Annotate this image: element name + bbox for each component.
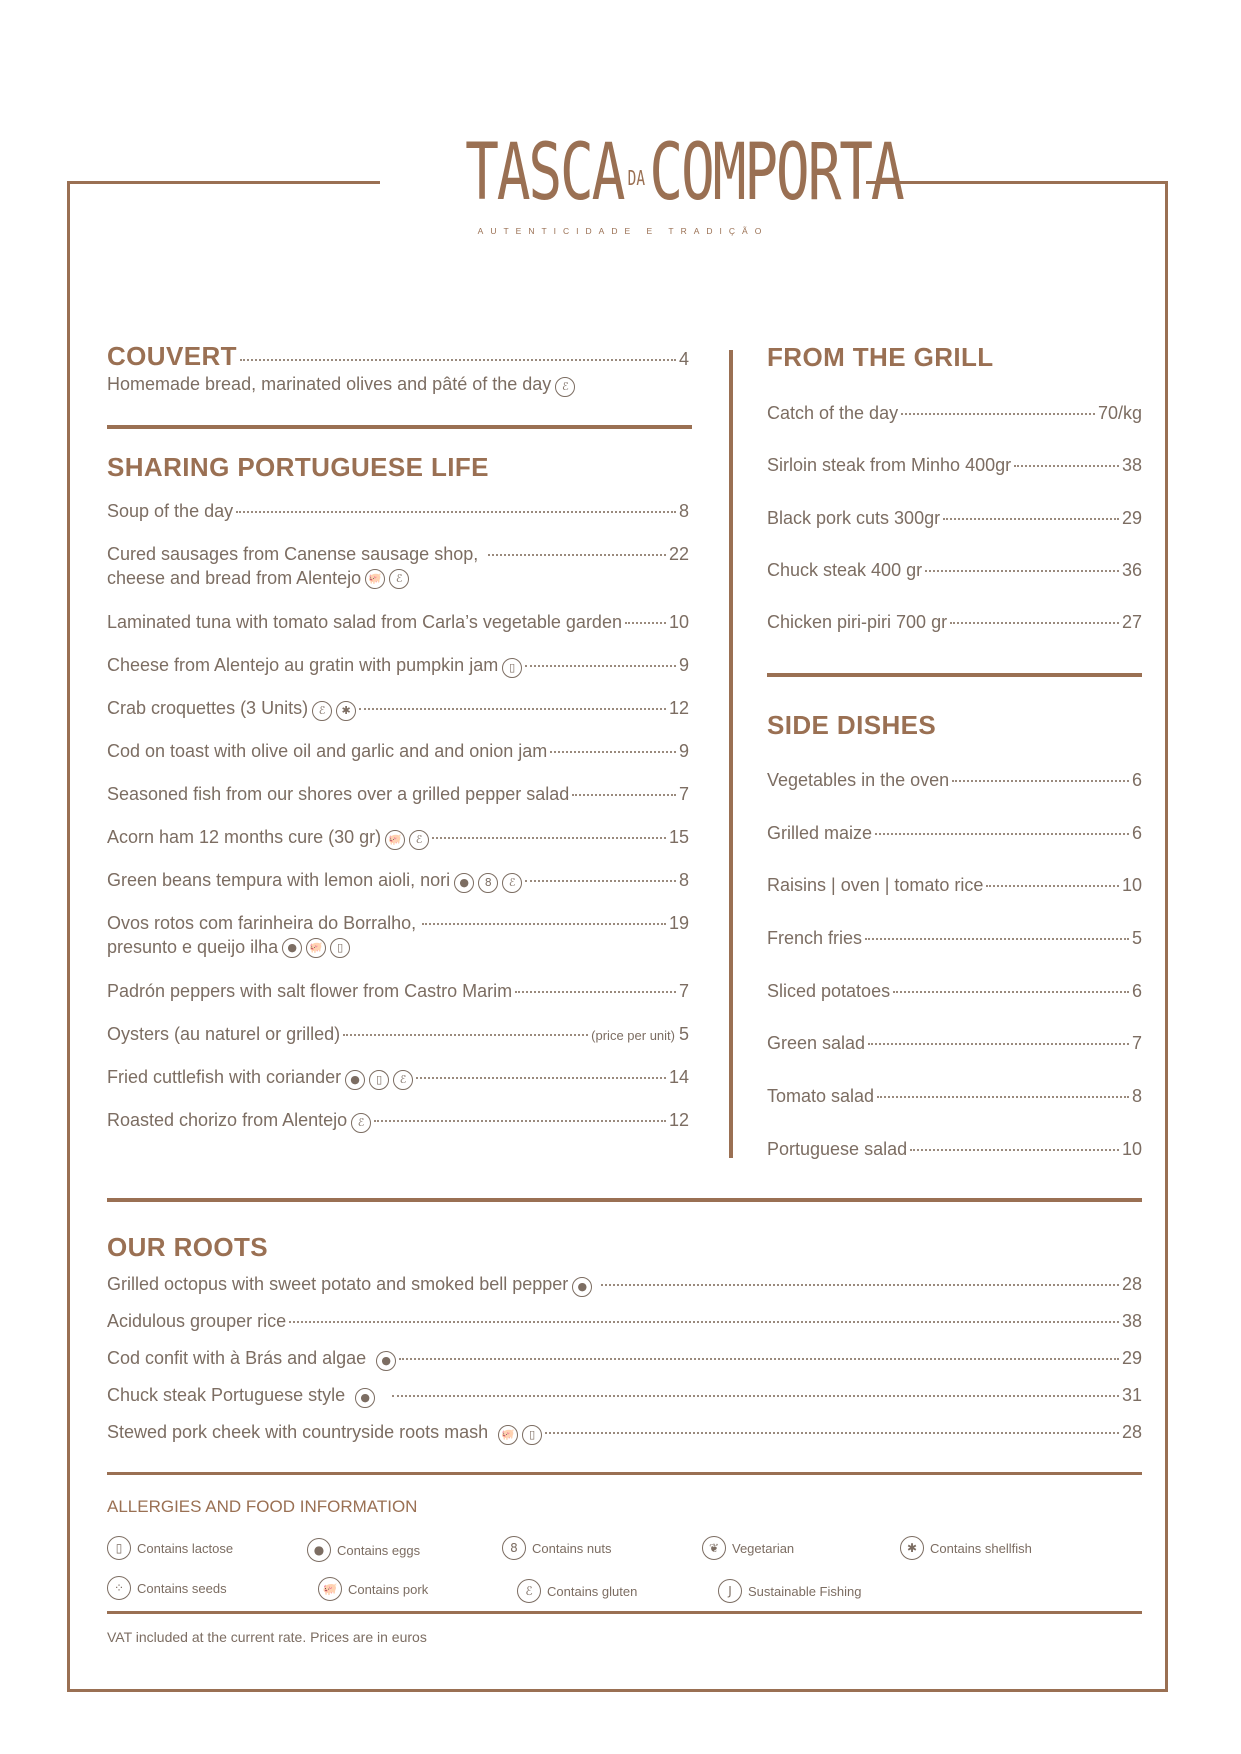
dot-leader bbox=[952, 780, 1129, 782]
item-price: 19 bbox=[668, 913, 689, 933]
item-price: 28 bbox=[1121, 1422, 1142, 1442]
dot-leader bbox=[1014, 465, 1119, 467]
item-name: Soup of the day bbox=[107, 501, 234, 521]
sides-title: SIDE DISHES bbox=[767, 710, 937, 740]
menu-item bbox=[107, 826, 689, 850]
item-name: Grilled octopus with sweet potato and smoked bell pepper bbox=[107, 1274, 569, 1294]
item-name: Sliced potatoes bbox=[767, 981, 891, 1001]
item-name: Fried cuttlefish with coriander bbox=[107, 1067, 342, 1087]
lactose-icon: ▯ bbox=[107, 1536, 131, 1560]
brand-tagline: AUTENTICIDADE E TRADIÇÃO bbox=[477, 226, 769, 236]
menu-item bbox=[107, 1273, 1142, 1297]
lactose-icon: ▯ bbox=[502, 658, 522, 678]
item-name: Green salad bbox=[767, 1033, 866, 1053]
legend-label: Contains pork bbox=[348, 1581, 429, 1597]
roots-title: OUR ROOTS bbox=[107, 1232, 269, 1262]
gluten-icon: ℰ bbox=[502, 873, 522, 893]
gluten-icon: ℰ bbox=[517, 1579, 541, 1603]
item-note: (price per unit) bbox=[591, 1028, 675, 1043]
menu-item bbox=[767, 1085, 1142, 1108]
pork-icon: 🐖 bbox=[498, 1425, 518, 1445]
lactose-icon: ▯ bbox=[369, 1070, 389, 1090]
menu-item bbox=[107, 1066, 689, 1090]
dot-leader bbox=[950, 622, 1119, 624]
menu-item bbox=[107, 1310, 1142, 1333]
item-name: Raisins | oven | tomato rice bbox=[767, 875, 984, 895]
item-name: Black pork cuts 300gr bbox=[767, 508, 941, 528]
eggs-icon: ● bbox=[355, 1388, 375, 1408]
item-name: Padrón peppers with salt flower from Castro Marim bbox=[107, 981, 513, 1001]
item-name: Grilled maize bbox=[767, 823, 873, 843]
dot-leader bbox=[877, 1096, 1129, 1098]
lactose-icon: ▯ bbox=[522, 1425, 542, 1445]
menu-item bbox=[767, 769, 1142, 792]
item-price: 8 bbox=[1131, 1086, 1142, 1106]
legend-item bbox=[517, 1579, 637, 1603]
item-price: 10 bbox=[1121, 1139, 1142, 1159]
dot-leader bbox=[893, 991, 1129, 993]
legend-item bbox=[502, 1536, 612, 1560]
menu-item bbox=[767, 559, 1142, 582]
menu-item bbox=[107, 783, 689, 806]
menu-item bbox=[767, 927, 1142, 950]
vegetarian-icon: ❦ bbox=[702, 1536, 726, 1560]
item-price: 6 bbox=[1131, 770, 1142, 790]
item-name: Chicken piri-piri 700 gr bbox=[767, 612, 948, 632]
dot-leader bbox=[875, 833, 1129, 835]
gluten-icon: ℰ bbox=[351, 1113, 371, 1133]
couvert-price: 4 bbox=[678, 349, 689, 369]
dot-leader bbox=[550, 751, 676, 753]
legend-item bbox=[900, 1536, 1032, 1560]
dot-leader bbox=[865, 938, 1129, 940]
eggs-icon: ● bbox=[376, 1351, 396, 1371]
brand-logo bbox=[380, 120, 903, 270]
column-divider bbox=[729, 350, 733, 1158]
item-price: 29 bbox=[1121, 1348, 1142, 1368]
sustainable-fishing-icon: J bbox=[718, 1579, 742, 1603]
menu-item bbox=[767, 1032, 1142, 1055]
legend-item bbox=[702, 1536, 794, 1560]
item-price: 8 bbox=[678, 501, 689, 521]
dot-leader bbox=[545, 1432, 1119, 1434]
legend-label: Contains shellfish bbox=[930, 1540, 1032, 1556]
item-price: 22 bbox=[668, 544, 689, 564]
seeds-icon: ⁘ bbox=[107, 1576, 131, 1600]
item-name-line2: cheese and bread from Alentejo bbox=[107, 568, 362, 588]
legend-label: Contains seeds bbox=[137, 1580, 227, 1596]
menu-item bbox=[107, 1421, 1142, 1445]
item-price: 7 bbox=[1131, 1033, 1142, 1053]
item-name: Green beans tempura with lemon aioli, nori bbox=[107, 870, 451, 890]
dot-leader bbox=[625, 622, 666, 624]
item-price: 70/kg bbox=[1097, 403, 1142, 423]
item-price: 14 bbox=[668, 1067, 689, 1087]
item-price: 38 bbox=[1121, 455, 1142, 475]
item-name: Cured sausages from Canense sausage shop, bbox=[107, 544, 479, 564]
eggs-icon: ● bbox=[454, 873, 474, 893]
eggs-icon: ● bbox=[572, 1277, 592, 1297]
divider bbox=[107, 1611, 1142, 1614]
item-name: Laminated tuna with tomato salad from Carla’s vegetable garden bbox=[107, 612, 622, 632]
dot-leader bbox=[432, 837, 666, 839]
gluten-icon: ℰ bbox=[389, 569, 409, 589]
item-name: Crab croquettes (3 Units) bbox=[107, 698, 309, 718]
item-price: 36 bbox=[1121, 560, 1142, 580]
dot-leader bbox=[943, 518, 1119, 520]
dot-leader bbox=[359, 708, 666, 710]
item-name: Acidulous grouper rice bbox=[107, 1311, 287, 1331]
gluten-icon: ℰ bbox=[312, 701, 332, 721]
couvert-title: COUVERT bbox=[107, 341, 237, 371]
item-price: 7 bbox=[678, 784, 689, 804]
lactose-icon: ▯ bbox=[330, 938, 350, 958]
dot-leader bbox=[868, 1043, 1129, 1045]
pork-icon: 🐖 bbox=[306, 938, 326, 958]
menu-item bbox=[107, 869, 689, 893]
dot-leader bbox=[925, 570, 1119, 572]
item-price: 9 bbox=[678, 741, 689, 761]
item-price: 6 bbox=[1131, 981, 1142, 1001]
footer-note: VAT included at the current rate. Prices are in euros bbox=[107, 1629, 427, 1645]
item-name: Vegetables in the oven bbox=[767, 770, 950, 790]
item-name: Cheese from Alentejo au gratin with pumpkin jam bbox=[107, 655, 499, 675]
pork-icon: 🐖 bbox=[318, 1577, 342, 1601]
menu-item bbox=[107, 1109, 689, 1133]
eggs-icon: ● bbox=[282, 938, 302, 958]
item-name: Catch of the day bbox=[767, 403, 899, 423]
menu-item bbox=[767, 980, 1142, 1003]
legend-label: Vegetarian bbox=[732, 1540, 795, 1556]
item-name: French fries bbox=[767, 928, 863, 948]
dot-leader bbox=[910, 1149, 1119, 1151]
gluten-icon: ℰ bbox=[555, 377, 575, 397]
dot-leader bbox=[343, 1034, 588, 1036]
menu-item bbox=[767, 402, 1142, 425]
legend-item bbox=[107, 1536, 233, 1560]
shellfish-icon: ✱ bbox=[900, 1536, 924, 1560]
menu-item bbox=[107, 543, 689, 588]
dot-leader bbox=[601, 1284, 1119, 1286]
dot-leader bbox=[374, 1120, 666, 1122]
nuts-icon: 8 bbox=[502, 1536, 526, 1560]
legend-item bbox=[318, 1577, 428, 1601]
item-name: Cod on toast with olive oil and garlic and and onion jam bbox=[107, 741, 548, 761]
couvert-desc: Homemade bread, marinated olives and pâté of the day bbox=[107, 374, 552, 394]
menu-item bbox=[767, 611, 1142, 634]
item-price: 31 bbox=[1121, 1385, 1142, 1405]
dot-leader bbox=[525, 665, 676, 667]
menu-item bbox=[107, 1347, 1142, 1371]
item-price: 27 bbox=[1121, 612, 1142, 632]
allergies-title: ALLERGIES AND FOOD INFORMATION bbox=[107, 1497, 418, 1516]
gluten-icon: ℰ bbox=[393, 1070, 413, 1090]
item-price: 7 bbox=[678, 981, 689, 1001]
menu-item bbox=[107, 500, 689, 523]
item-price: 10 bbox=[668, 612, 689, 632]
legend-item bbox=[307, 1538, 420, 1562]
menu-item bbox=[107, 912, 689, 957]
dot-leader bbox=[399, 1358, 1119, 1360]
item-price: 5 bbox=[678, 1024, 689, 1044]
couvert-desc-row bbox=[107, 373, 575, 397]
eggs-icon: ● bbox=[307, 1538, 331, 1562]
menu-item bbox=[107, 697, 689, 721]
item-name: Oysters (au naturel or grilled) bbox=[107, 1024, 341, 1044]
shellfish-icon: ✱ bbox=[336, 701, 356, 721]
legend-label: Contains nuts bbox=[532, 1540, 612, 1556]
item-name: Chuck steak 400 gr bbox=[767, 560, 923, 580]
dot-leader bbox=[515, 991, 676, 993]
menu-item bbox=[767, 822, 1142, 845]
item-name: Stewed pork cheek with countryside roots mash bbox=[107, 1422, 489, 1442]
legend-label: Contains eggs bbox=[337, 1542, 421, 1558]
divider bbox=[107, 1472, 1142, 1475]
dot-leader bbox=[488, 554, 666, 556]
gluten-icon: ℰ bbox=[409, 830, 429, 850]
item-price: 38 bbox=[1121, 1311, 1142, 1331]
dot-leader bbox=[422, 923, 666, 925]
couvert-row bbox=[107, 340, 689, 373]
legend-item bbox=[107, 1576, 227, 1600]
dot-leader bbox=[986, 885, 1119, 887]
pork-icon: 🐖 bbox=[365, 569, 385, 589]
menu-item bbox=[107, 1023, 689, 1046]
dot-leader bbox=[392, 1395, 1119, 1397]
legend-label: Contains gluten bbox=[547, 1583, 638, 1599]
item-name: Roasted chorizo from Alentejo bbox=[107, 1110, 348, 1130]
divider bbox=[107, 1198, 1142, 1202]
legend-label: Sustainable Fishing bbox=[748, 1583, 862, 1599]
item-name: Ovos rotos com farinheira do Borralho, bbox=[107, 913, 417, 933]
dot-leader bbox=[289, 1321, 1119, 1323]
menu-item bbox=[767, 507, 1142, 530]
item-name: Tomato salad bbox=[767, 1086, 875, 1106]
menu-item bbox=[107, 980, 689, 1003]
item-name: Sirloin steak from Minho 400gr bbox=[767, 455, 1012, 475]
nuts-icon: 8 bbox=[478, 873, 498, 893]
item-name: Portuguese salad bbox=[767, 1139, 908, 1159]
item-price: 10 bbox=[1121, 875, 1142, 895]
item-name: Seasoned fish from our shores over a grilled pepper salad bbox=[107, 784, 570, 804]
legend-item bbox=[718, 1579, 861, 1603]
brand-da: DA bbox=[627, 165, 645, 190]
brand-comporta: COMPORTA bbox=[649, 128, 903, 218]
divider bbox=[767, 673, 1142, 677]
dot-leader bbox=[416, 1077, 666, 1079]
menu-item bbox=[767, 454, 1142, 477]
menu-item bbox=[107, 654, 689, 678]
dot-leader bbox=[572, 794, 676, 796]
legend-label: Contains lactose bbox=[137, 1540, 234, 1556]
item-price: 12 bbox=[668, 698, 689, 718]
item-price: 9 bbox=[678, 655, 689, 675]
menu-item bbox=[107, 740, 689, 763]
item-price: 5 bbox=[1131, 928, 1142, 948]
item-name-line2: presunto e queijo ilha bbox=[107, 937, 279, 957]
dot-leader bbox=[525, 880, 676, 882]
menu-item bbox=[107, 1384, 1142, 1408]
item-price: 28 bbox=[1121, 1274, 1142, 1294]
eggs-icon: ● bbox=[345, 1070, 365, 1090]
item-price: 15 bbox=[668, 827, 689, 847]
item-name: Chuck steak Portuguese style bbox=[107, 1385, 346, 1405]
dot-leader bbox=[236, 511, 676, 513]
dot-leader bbox=[240, 359, 676, 361]
sharing-title: SHARING PORTUGUESE LIFE bbox=[107, 452, 489, 482]
divider bbox=[107, 425, 692, 429]
item-price: 29 bbox=[1121, 508, 1142, 528]
menu-item bbox=[107, 611, 689, 634]
item-price: 8 bbox=[678, 870, 689, 890]
item-price: 12 bbox=[668, 1110, 689, 1130]
brand-tasca: TASCA bbox=[465, 128, 624, 218]
menu-item bbox=[767, 874, 1142, 897]
grill-title: FROM THE GRILL bbox=[767, 342, 994, 372]
pork-icon: 🐖 bbox=[385, 830, 405, 850]
item-name: Acorn ham 12 months cure (30 gr) bbox=[107, 827, 382, 847]
menu-item bbox=[767, 1138, 1142, 1161]
item-name: Cod confit with à Brás and algae bbox=[107, 1348, 367, 1368]
item-price: 6 bbox=[1131, 823, 1142, 843]
dot-leader bbox=[901, 413, 1095, 415]
